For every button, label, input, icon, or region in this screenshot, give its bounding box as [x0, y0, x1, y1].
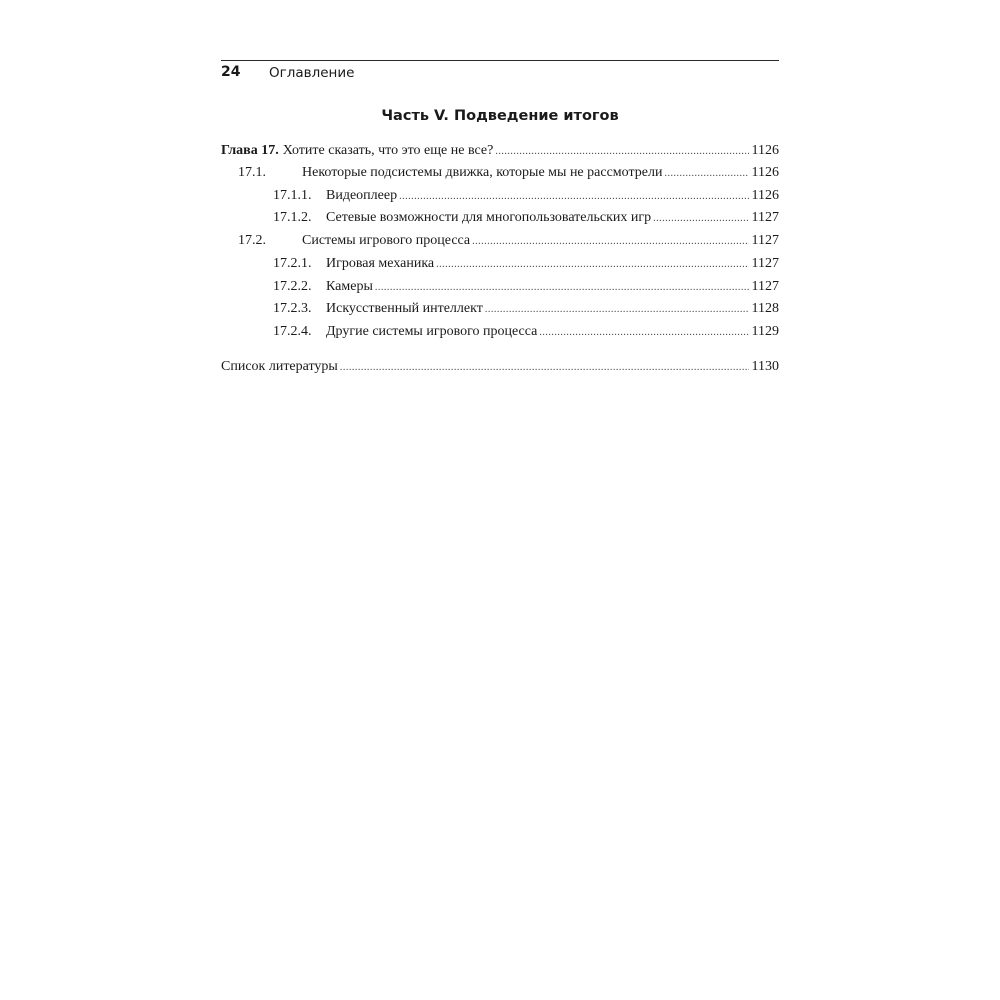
- page-number: 24: [221, 64, 241, 80]
- toc-entry-title: Список литературы: [221, 359, 338, 374]
- toc-entry[interactable]: [221, 299, 779, 319]
- toc-entry[interactable]: [221, 322, 779, 342]
- toc-entry[interactable]: [221, 186, 779, 206]
- toc-entry-page: 1126: [751, 188, 779, 203]
- dot-leader: [653, 208, 748, 229]
- toc-entry-number: 17.2.2.: [273, 279, 312, 294]
- header-rule: [221, 60, 779, 61]
- dot-leader: [485, 299, 749, 320]
- toc-entry-page: 1126: [751, 165, 779, 180]
- running-head: Оглавление: [269, 65, 355, 81]
- toc-entry[interactable]: [221, 254, 779, 274]
- toc-entry-page: 1127: [751, 210, 779, 225]
- toc-entry-number: 17.1.2.: [273, 210, 312, 225]
- toc-entry-number: 17.1.: [238, 165, 266, 180]
- toc-entry[interactable]: [221, 208, 779, 228]
- toc-entry-number: 17.2.1.: [273, 256, 312, 271]
- dot-leader: [340, 357, 749, 378]
- toc-entry[interactable]: [221, 163, 779, 183]
- toc-chapter-17[interactable]: [221, 141, 779, 161]
- toc-entry-title: Некоторые подсистемы движка, которые мы не рассмотрели: [302, 165, 663, 180]
- dot-leader: [495, 141, 748, 162]
- toc-entry-page: 1127: [751, 233, 779, 248]
- dot-leader: [375, 277, 749, 298]
- dot-leader: [399, 186, 748, 207]
- dot-leader: [539, 322, 748, 343]
- chapter-label: Глава 17.: [221, 143, 279, 158]
- dot-leader: [664, 163, 748, 184]
- toc-entry-title: Искусственный интеллект: [326, 301, 483, 316]
- toc-entry-number: 17.1.1.: [273, 188, 312, 203]
- toc-entry[interactable]: [221, 231, 779, 251]
- toc-entry-title: Хотите сказать, что это еще не все?: [282, 143, 494, 158]
- toc-entry-page: 1127: [751, 279, 779, 294]
- toc-entry-number: 17.2.: [238, 233, 266, 248]
- part-title: Часть V. Подведение итогов: [381, 108, 619, 124]
- toc-entry-page: 1126: [751, 143, 779, 158]
- toc-entry-page: 1128: [751, 301, 779, 316]
- toc-entry-title: Камеры: [326, 279, 373, 294]
- dot-leader: [472, 231, 748, 252]
- toc-entry-page: 1129: [751, 324, 779, 339]
- toc-entry-page: 1130: [751, 359, 779, 374]
- toc-bibliography[interactable]: [221, 357, 779, 377]
- toc-entry-title: Сетевые возможности для многопользовательских игр: [326, 210, 652, 225]
- toc-entry-number: 17.2.3.: [273, 301, 312, 316]
- toc-entry-title: Игровая механика: [326, 256, 435, 271]
- dot-leader: [436, 254, 748, 275]
- toc-entry-number: 17.2.4.: [273, 324, 312, 339]
- toc-entry-page: 1127: [751, 256, 779, 271]
- toc-entry[interactable]: [221, 277, 779, 297]
- toc-entry-title: Другие системы игрового процесса: [326, 324, 538, 339]
- toc-entry-title: Видеоплеер: [326, 188, 398, 203]
- toc-entry-title: Системы игрового процесса: [302, 233, 471, 248]
